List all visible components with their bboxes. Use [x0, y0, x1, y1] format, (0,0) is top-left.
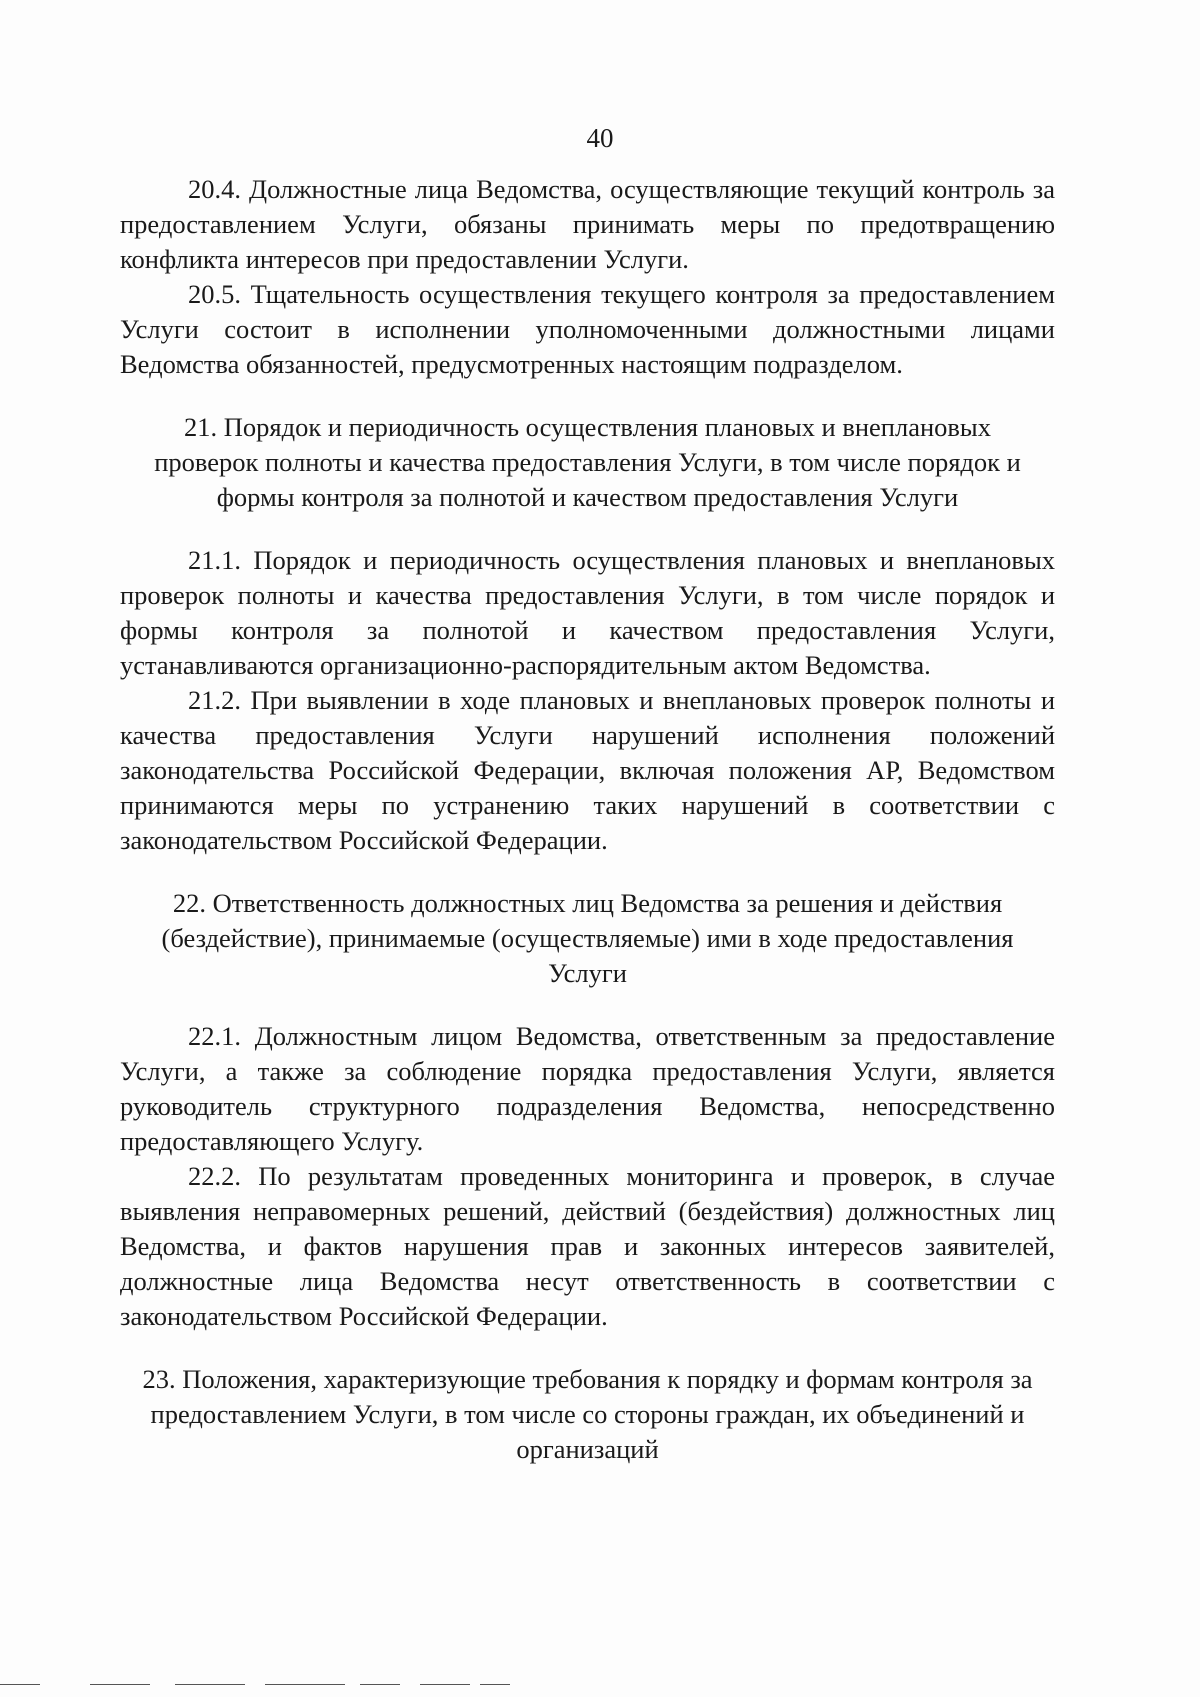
spacer — [120, 858, 1055, 886]
paragraph-22-2: 22.2. По результатам проведенных мониторинга и проверок, в случае выявления неправомерных решений, действий (бездействия) должностных лиц Ведомства, и фактов нарушения прав и законных интересов заявителей, должностные лица Ведомства несут ответственность в соответствии с законодательством Российской Федерации. — [120, 1161, 1055, 1331]
paragraph-22-1: 22.1. Должностным лицом Ведомства, ответственным за предоставление Услуги, а также за соблюдение порядка предоставления Услуги, является руководитель структурного подразделения Ведомства, непосредственно предоставляющего Услугу. — [120, 1021, 1055, 1156]
section-heading-23: 23. Положения, характеризующие требования к порядку и формам контроля за предоставлением Услуги, в том числе со стороны граждан, их объединений и организаций — [142, 1364, 1033, 1464]
page-number: 40 — [586, 123, 614, 153]
spacer — [120, 1334, 1055, 1362]
paragraph-20-4: 20.4. Должностные лица Ведомства, осуществляющие текущий контроль за предоставлением Услуги, обязаны принимать меры по предотвращению конфликта интересов при предоставлении Услуги. — [120, 174, 1055, 274]
spacer — [120, 382, 1055, 410]
spacer — [120, 991, 1055, 1019]
paragraph-21-1: 21.1. Порядок и периодичность осуществления плановых и внеплановых проверок полноты и качества предоставления Услуги, в том числе порядок и формы контроля за полнотой и качеством предоставления Услуги, устанавливаются организационно-распорядительным актом Ведомства. — [120, 545, 1055, 680]
scan-artifact-marks — [0, 1684, 1200, 1690]
section-heading-22: 22. Ответственность должностных лиц Ведомства за решения и действия (бездействие), принимаемые (осуществляемые) ими в ходе предоставления Услуги — [161, 888, 1014, 988]
document-body — [120, 172, 1055, 1467]
spacer — [120, 515, 1055, 543]
paragraph-20-5: 20.5. Тщательность осуществления текущего контроля за предоставлением Услуги состоит в исполнении уполномоченными должностными лицами Ведомства обязанностей, предусмотренных настоящим подразделом. — [120, 279, 1055, 379]
paragraph-21-2: 21.2. При выявлении в ходе плановых и внеплановых проверок полноты и качества предоставления Услуги нарушений исполнения положений законодательства Российской Федерации, включая положения АР, Ведомством принимаются меры по устранению таких нарушений в соответствии с законодательством Российской Федерации. — [120, 685, 1055, 855]
section-heading-21: 21. Порядок и периодичность осуществления плановых и внеплановых проверок полноты и качества предоставления Услуги, в том числе порядок и формы контроля за полнотой и качеством предоставления Услуги — [154, 412, 1021, 512]
